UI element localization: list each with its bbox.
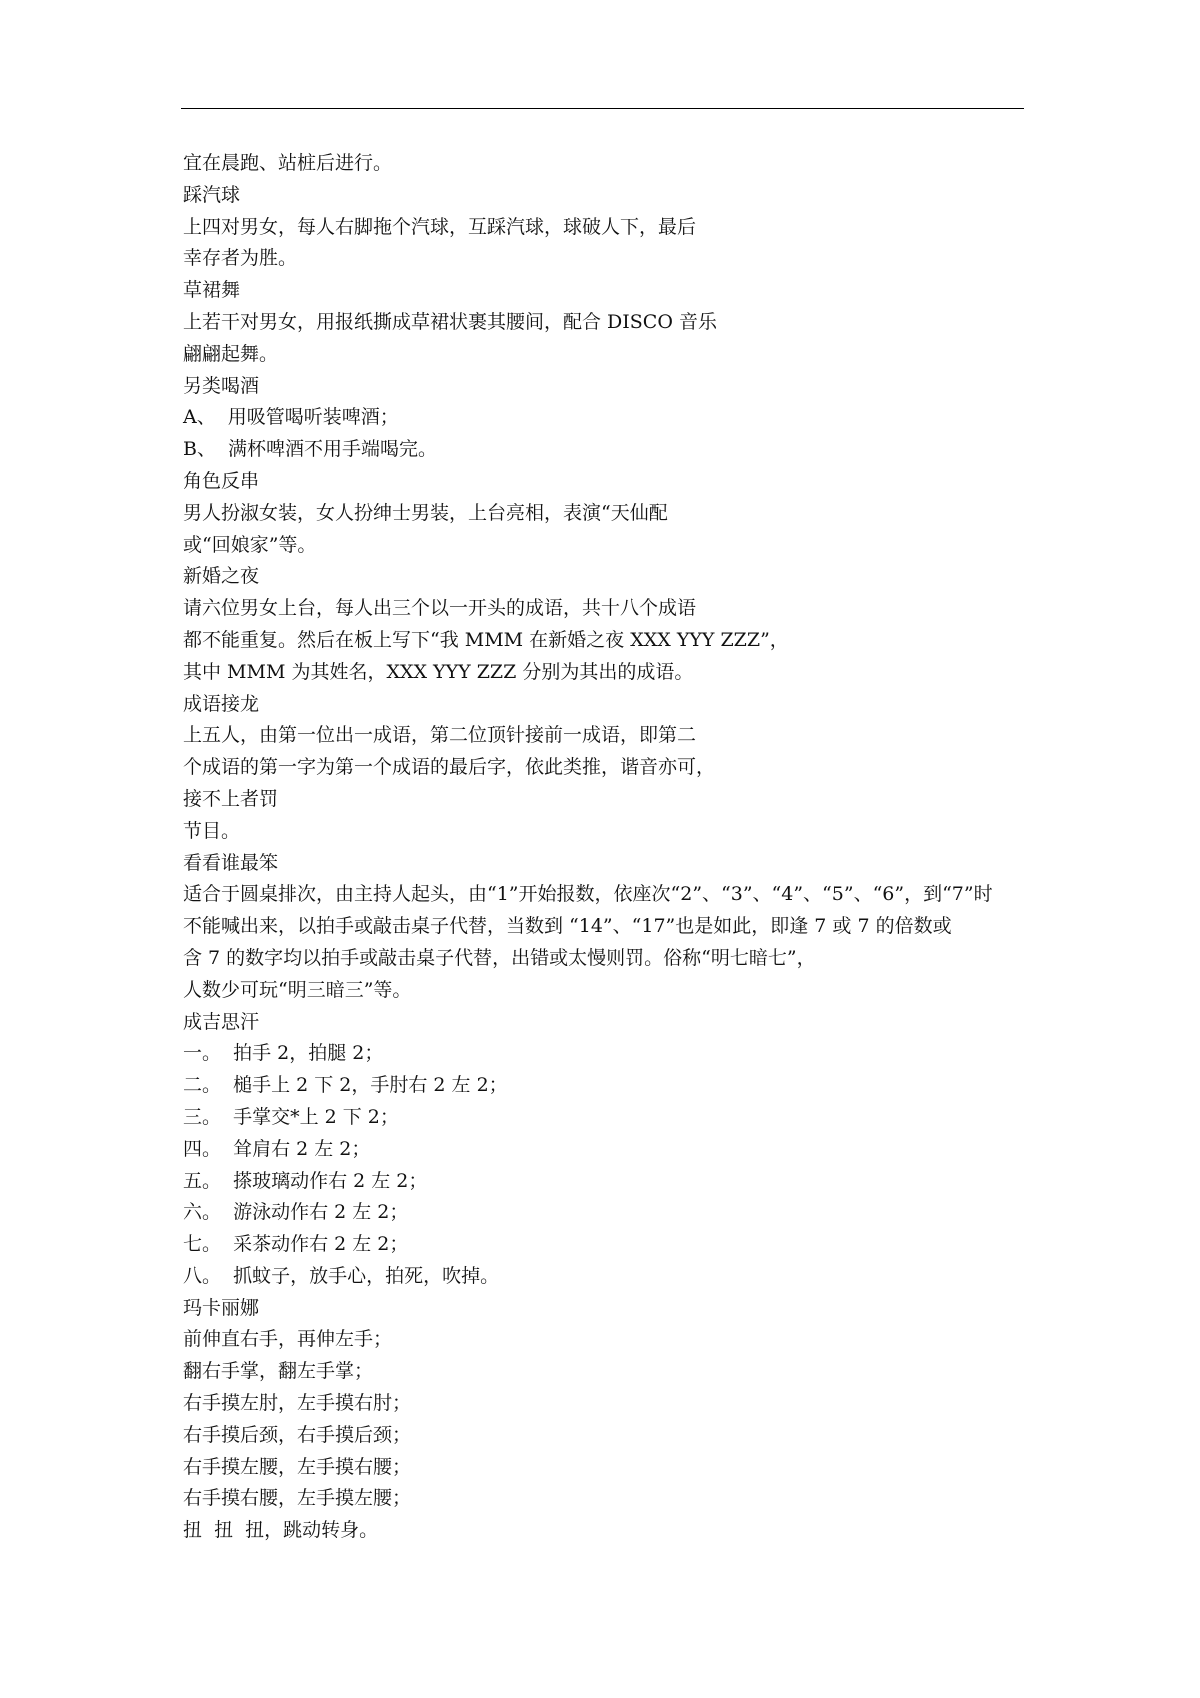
section-heading: 玛卡丽娜 xyxy=(183,1296,260,1319)
section-heading: 草裙舞 xyxy=(183,279,241,302)
text-line: 翻右手掌，翻左手掌； xyxy=(183,1360,374,1383)
text-line: 上四对男女，每人右脚拖个汽球，互踩汽球，球破人下，最后 xyxy=(183,215,697,238)
text-line: 右手摸左腰，左手摸右腰； xyxy=(183,1455,412,1478)
text-line: 其中 MMM 为其姓名，XXX YYY ZZZ 分别为其出的成语。 xyxy=(183,660,694,683)
section-heading: 成语接龙 xyxy=(183,692,260,715)
list-item: 四。 耸肩右 2 左 2； xyxy=(183,1137,371,1160)
section-heading: 看看谁最笨 xyxy=(183,851,279,874)
list-item: 一。 拍手 2，拍腿 2； xyxy=(183,1042,384,1065)
list-item: 八。 抓蚊子，放手心，拍死，吹掉。 xyxy=(183,1264,500,1287)
list-item: 五。 搽玻璃动作右 2 左 2； xyxy=(183,1169,428,1192)
text-line: 上五人，由第一位出一成语，第二位顶针接前一成语，即第二 xyxy=(183,724,697,747)
text-line: 或“回娘家”等。 xyxy=(183,533,317,556)
text-line: 接不上者罚 xyxy=(183,787,279,810)
text-line: 含 7 的数字均以拍手或敲击桌子代替，出错或太慢则罚。俗称“明七暗七”， xyxy=(183,946,816,969)
list-item: B、 满杯啤酒不用手端喝完。 xyxy=(183,438,438,461)
text-line: 翩翩起舞。 xyxy=(183,342,279,365)
text-line: 男人扮淑女装，女人扮绅士男装，上台亮相，表演“天仙配 xyxy=(183,501,668,524)
list-item: 七。 采茶动作右 2 左 2； xyxy=(183,1233,409,1256)
section-heading: 成吉思汗 xyxy=(183,1010,260,1033)
text-line: 宜在晨跑、站桩后进行。 xyxy=(183,152,393,174)
list-item: 六。 游泳动作右 2 左 2； xyxy=(183,1201,409,1224)
text-line: 右手摸左肘，左手摸右肘； xyxy=(183,1392,412,1415)
document-body xyxy=(183,148,1043,1547)
text-line: 个成语的第一字为第一个成语的最后字，依此类推，谐音亦可， xyxy=(183,756,716,779)
text-line: 请六位男女上台，每人出三个以一开头的成语，共十八个成语 xyxy=(183,597,697,620)
text-line: 右手摸后颈，右手摸后颈； xyxy=(183,1423,412,1446)
list-item: 二。 槌手上 2 下 2，手肘右 2 左 2； xyxy=(183,1074,508,1097)
text-line: 不能喊出来，以拍手或敲击桌子代替，当数到 “14”、“17”也是如此，即逢 7 或 7 的倍数或 xyxy=(183,915,952,938)
text-line: 前伸直右手，再伸左手； xyxy=(183,1328,393,1351)
text-line: 扭 扭 扭，跳动转身。 xyxy=(183,1519,379,1542)
text-line: 上若干对男女，用报纸撕成草裙状裹其腰间，配合 DISCO 音乐 xyxy=(183,310,717,333)
section-heading: 另类喝酒 xyxy=(183,374,260,397)
text-line: 幸存者为胜。 xyxy=(183,247,298,270)
text-line: 右手摸右腰，左手摸左腰； xyxy=(183,1487,412,1510)
text-line: 适合于圆桌排次，由主持人起头，由“1”开始报数，依座次“2”、“3”、“4”、“5”、“6”，到“7”时 xyxy=(183,883,993,906)
list-item: A、 用吸管喝听装啤酒； xyxy=(183,406,399,429)
text-line: 都不能重复。然后在板上写下“我 MMM 在新婚之夜 XXX YYY ZZZ”， xyxy=(183,628,789,651)
text-line: 人数少可玩“明三暗三”等。 xyxy=(183,978,412,1001)
text-line: 节目。 xyxy=(183,819,241,842)
header-rule xyxy=(181,108,1024,109)
list-item: 三。 手掌交*上 2 下 2； xyxy=(183,1105,399,1128)
section-heading: 角色反串 xyxy=(183,469,260,492)
section-heading: 新婚之夜 xyxy=(183,565,260,588)
section-heading: 踩汽球 xyxy=(183,183,241,206)
